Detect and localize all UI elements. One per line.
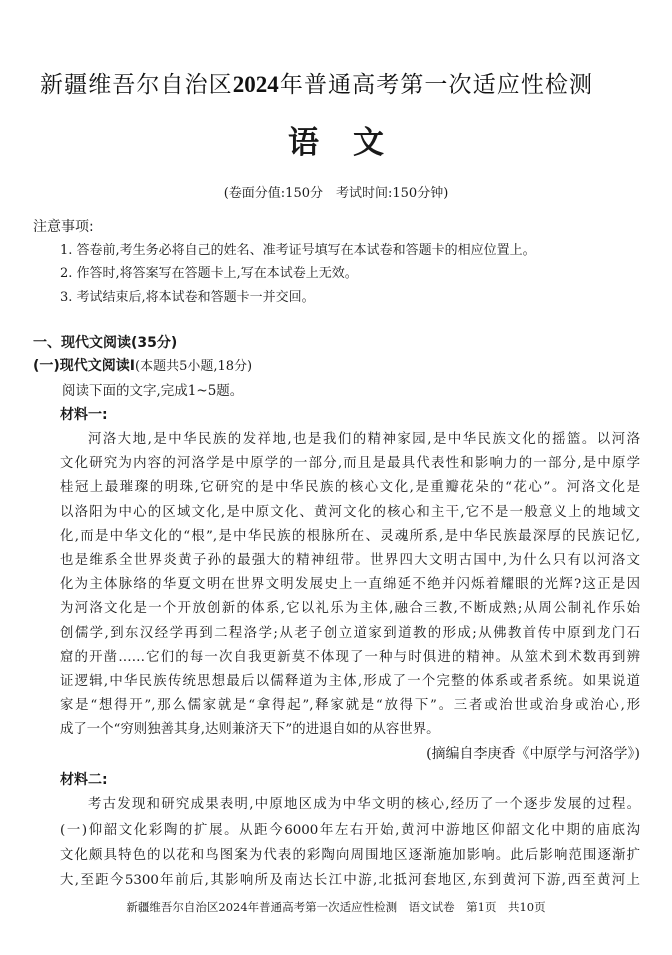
subject-title: 语文 — [288, 125, 418, 161]
paragraph-line: (一)仰韶文化彩陶的扩展。从距今6000年左右开始,黄河中游地区仰韶文化中期的庙底沟 — [60, 823, 640, 838]
title-prefix: 新疆维吾尔自治区 — [40, 72, 233, 98]
note-item: 3. 考试结束后,将本试卷和答题卡一并交回。 — [60, 290, 315, 305]
subsection-info: (本题共5小题,18分) — [135, 359, 253, 374]
subsection-title: (一)现代文阅读Ⅰ — [33, 358, 136, 374]
paragraph-line: 桂冠上最璀璨的明珠,它研究的是中华民族的核心文化,是重瓣花朵的“花心”。河洛文化是 — [60, 480, 640, 495]
paragraph-line: 河洛大地,是中华民族的发祥地,也是我们的精神家园,是中华民族文化的摇篮。以河洛 — [88, 432, 640, 447]
title-year: 2024 — [232, 72, 279, 97]
material1-label: 材料一: — [60, 407, 108, 423]
paragraph-line: 化为主体脉络的华夏文明在世界文明发展史上一直绵延不绝并闪烁着耀眼的光辉?这正是因 — [60, 577, 640, 592]
exam-meta: (卷面分值:150分 考试时间:150分钟) — [223, 186, 449, 201]
note-item: 2. 作答时,将答案写在答题卡上,写在本试卷上无效。 — [60, 266, 358, 281]
paragraph-line: 化,而是中华文化的“根”,是中华民族的根脉所在、灵魂所系,是中华民族最深厚的民族记忆, — [60, 529, 640, 544]
paragraph-line: 窟的开凿……它们的每一次自我更新莫不体现了一种与时俱进的精神。从筮术到术数再到辨 — [60, 650, 640, 665]
exam-title — [40, 70, 592, 100]
subsection-heading — [33, 357, 252, 376]
paragraph-line: 考古发现和研究成果表明,中原地区成为中华文明的核心,经历了一个逐步发展的过程。 — [88, 797, 640, 812]
note-item: 1. 答卷前,考生务必将自己的姓名、准考证号填写在本试卷和答题卡的相应位置上。 — [60, 243, 536, 258]
paragraph-line: 文化颇具特色的以花和鸟图案为代表的彩陶向周围地区逐渐施加影响。此后影响范围逐渐扩 — [60, 848, 640, 863]
paragraph-line: 家是“想得开”,那么儒家就是“拿得起”,释家就是“放得下”。三者或治世或治身或治心,形 — [60, 698, 640, 713]
paragraph-line: 创儒学,到东汉经学再到二程洛学;从老子创立道家到道教的形成;从佛教首传中原到龙门石 — [60, 626, 640, 641]
paragraph-line: 成了一个“穷则独善其身,达则兼济天下”的进退自如的从容世界。 — [60, 722, 440, 737]
attribution: (摘编自李庚香《中原学与河洛学》) — [426, 746, 640, 762]
paragraph-line: 也是维系全世界炎黄子孙的最强大的精神纽带。世界四大文明古国中,为什么只有以河洛文 — [60, 553, 640, 568]
paragraph-line: 以洛阳为中心的区域文化,是中原文化、黄河文化的核心和主干,它不是一般意义上的地域文 — [60, 505, 640, 520]
material2-label: 材料二: — [60, 772, 108, 788]
title-suffix: 年普通高考第一次适应性检测 — [278, 72, 593, 98]
paragraph-line: 证逻辑,中华民族传统思想最后以儒释道为主体,形成了一个完整的体系或者系统。如果说道 — [60, 674, 640, 689]
paragraph-line: 文化研究为内容的河洛学是中原学的一部分,而且是最具代表性和影响力的一部分,是中原学 — [60, 456, 640, 471]
paragraph-line: 为河洛文化是一个开放创新的体系,它以礼乐为主体,融合三教,不断成熟;从周公制礼作乐始 — [60, 601, 640, 616]
instruction: 阅读下面的文字,完成1~5题。 — [62, 383, 244, 399]
page-footer: 新疆维吾尔自治区2024年普通高考第一次适应性检测 语文试卷 第1页 共10页 — [126, 900, 546, 914]
paragraph-line: 大,至距今5300年前后,其影响所及南达长江中游,北抵河套地区,东到黄河下游,西至黄河上 — [60, 873, 640, 888]
section-heading: 一、现代文阅读(35分) — [33, 335, 178, 351]
notes-heading: 注意事项: — [33, 219, 94, 235]
